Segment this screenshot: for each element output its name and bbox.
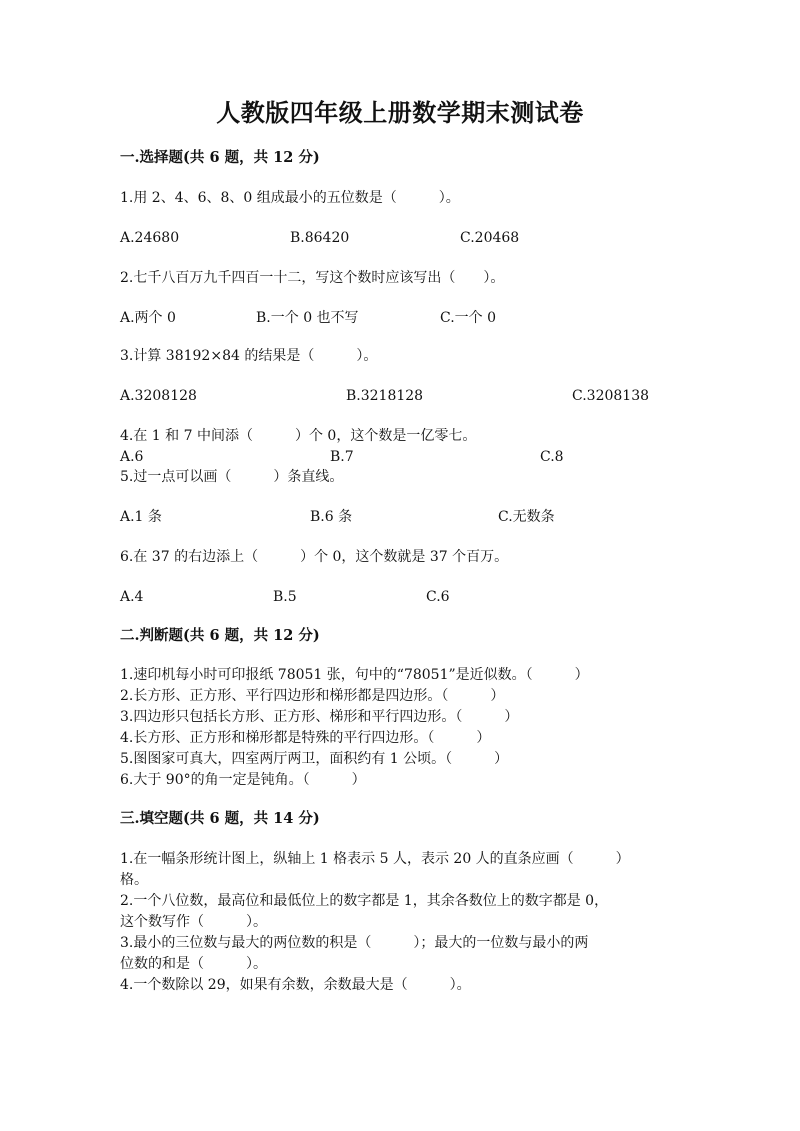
question-4-option-a: A.6	[120, 449, 144, 465]
question-2: 2.七千八百万九千四百一十二，写这个数时应该写出（ ）。	[120, 270, 505, 286]
question-5-option-a: A.1 条	[120, 509, 162, 525]
judgement-item: 1.速印机每小时可印报纸 78051 张，句中的“78051”是近似数。（ ）	[120, 667, 589, 683]
fill-blank-line: 4.一个数除以 29，如果有余数，余数最大是（ ）。	[120, 977, 471, 993]
question-2-option-a: A.两个 0	[120, 310, 176, 326]
section-heading-fill-blank: 三.填空题(共 6 题，共 14 分)	[120, 810, 320, 827]
fill-blank-line: 3.最小的三位数与最大的两位数的积是（ ）；最大的一位数与最小的两	[120, 935, 589, 951]
fill-blank-line: 1.在一幅条形统计图上，纵轴上 1 格表示 5 人，表示 20 人的直条应画（ ）	[120, 851, 630, 867]
fill-blank-line: 2.一个八位数，最高位和最低位上的数字都是 1，其余各数位上的数字都是 0，	[120, 893, 609, 909]
question-1-option-c: C.20468	[460, 230, 520, 246]
section-heading-choice: 一.选择题(共 6 题，共 12 分)	[120, 149, 320, 166]
question-4-option-c: C.8	[540, 449, 564, 465]
question-1-option-b: B.86420	[290, 230, 350, 246]
question-4: 4.在 1 和 7 中间添（ ）个 0，这个数是一亿零七。	[120, 428, 477, 444]
question-3-option-c: C.3208138	[572, 388, 650, 404]
question-3-option-b: B.3218128	[346, 388, 424, 404]
judgement-item: 6.大于 90°的角一定是钝角。（ ）	[120, 772, 366, 788]
question-4-option-b: B.7	[330, 449, 354, 465]
exam-title: 人教版四年级上册数学期末测试卷	[216, 98, 584, 127]
question-2-option-c: C.一个 0	[440, 310, 497, 326]
fill-blank-line: 格。	[120, 872, 148, 888]
section-heading-judgement: 二.判断题(共 6 题，共 12 分)	[120, 627, 320, 644]
question-5-option-b: B.6 条	[310, 509, 353, 525]
fill-blank-line: 位数的和是（ ）。	[120, 956, 267, 972]
question-5: 5.过一点可以画（ ）条直线。	[120, 469, 344, 485]
judgement-item: 5.图图家可真大，四室两厅两卫，面积约有 1 公顷。（ ）	[120, 751, 509, 767]
question-1-option-a: A.24680	[120, 230, 180, 246]
fill-blank-line: 这个数写作（ ）。	[120, 914, 267, 930]
question-1: 1.用 2、4、6、8、0 组成最小的五位数是（ ）。	[120, 190, 460, 206]
judgement-item: 3.四边形只包括长方形、正方形、梯形和平行四边形。（ ）	[120, 709, 519, 725]
question-3: 3.计算 38192×84 的结果是（ ）。	[120, 348, 378, 364]
question-6: 6.在 37 的右边添上（ ）个 0，这个数就是 37 个百万。	[120, 549, 509, 565]
question-6-option-b: B.5	[273, 589, 297, 605]
question-2-option-b: B.一个 0 也不写	[256, 310, 359, 326]
judgement-item: 4.长方形、正方形和梯形都是特殊的平行四边形。（ ）	[120, 730, 491, 746]
question-6-option-c: C.6	[426, 589, 450, 605]
question-6-option-a: A.4	[120, 589, 144, 605]
judgement-item: 2.长方形、正方形、平行四边形和梯形都是四边形。（ ）	[120, 688, 505, 704]
question-3-option-a: A.3208128	[120, 388, 197, 404]
question-5-option-c: C.无数条	[498, 509, 555, 525]
